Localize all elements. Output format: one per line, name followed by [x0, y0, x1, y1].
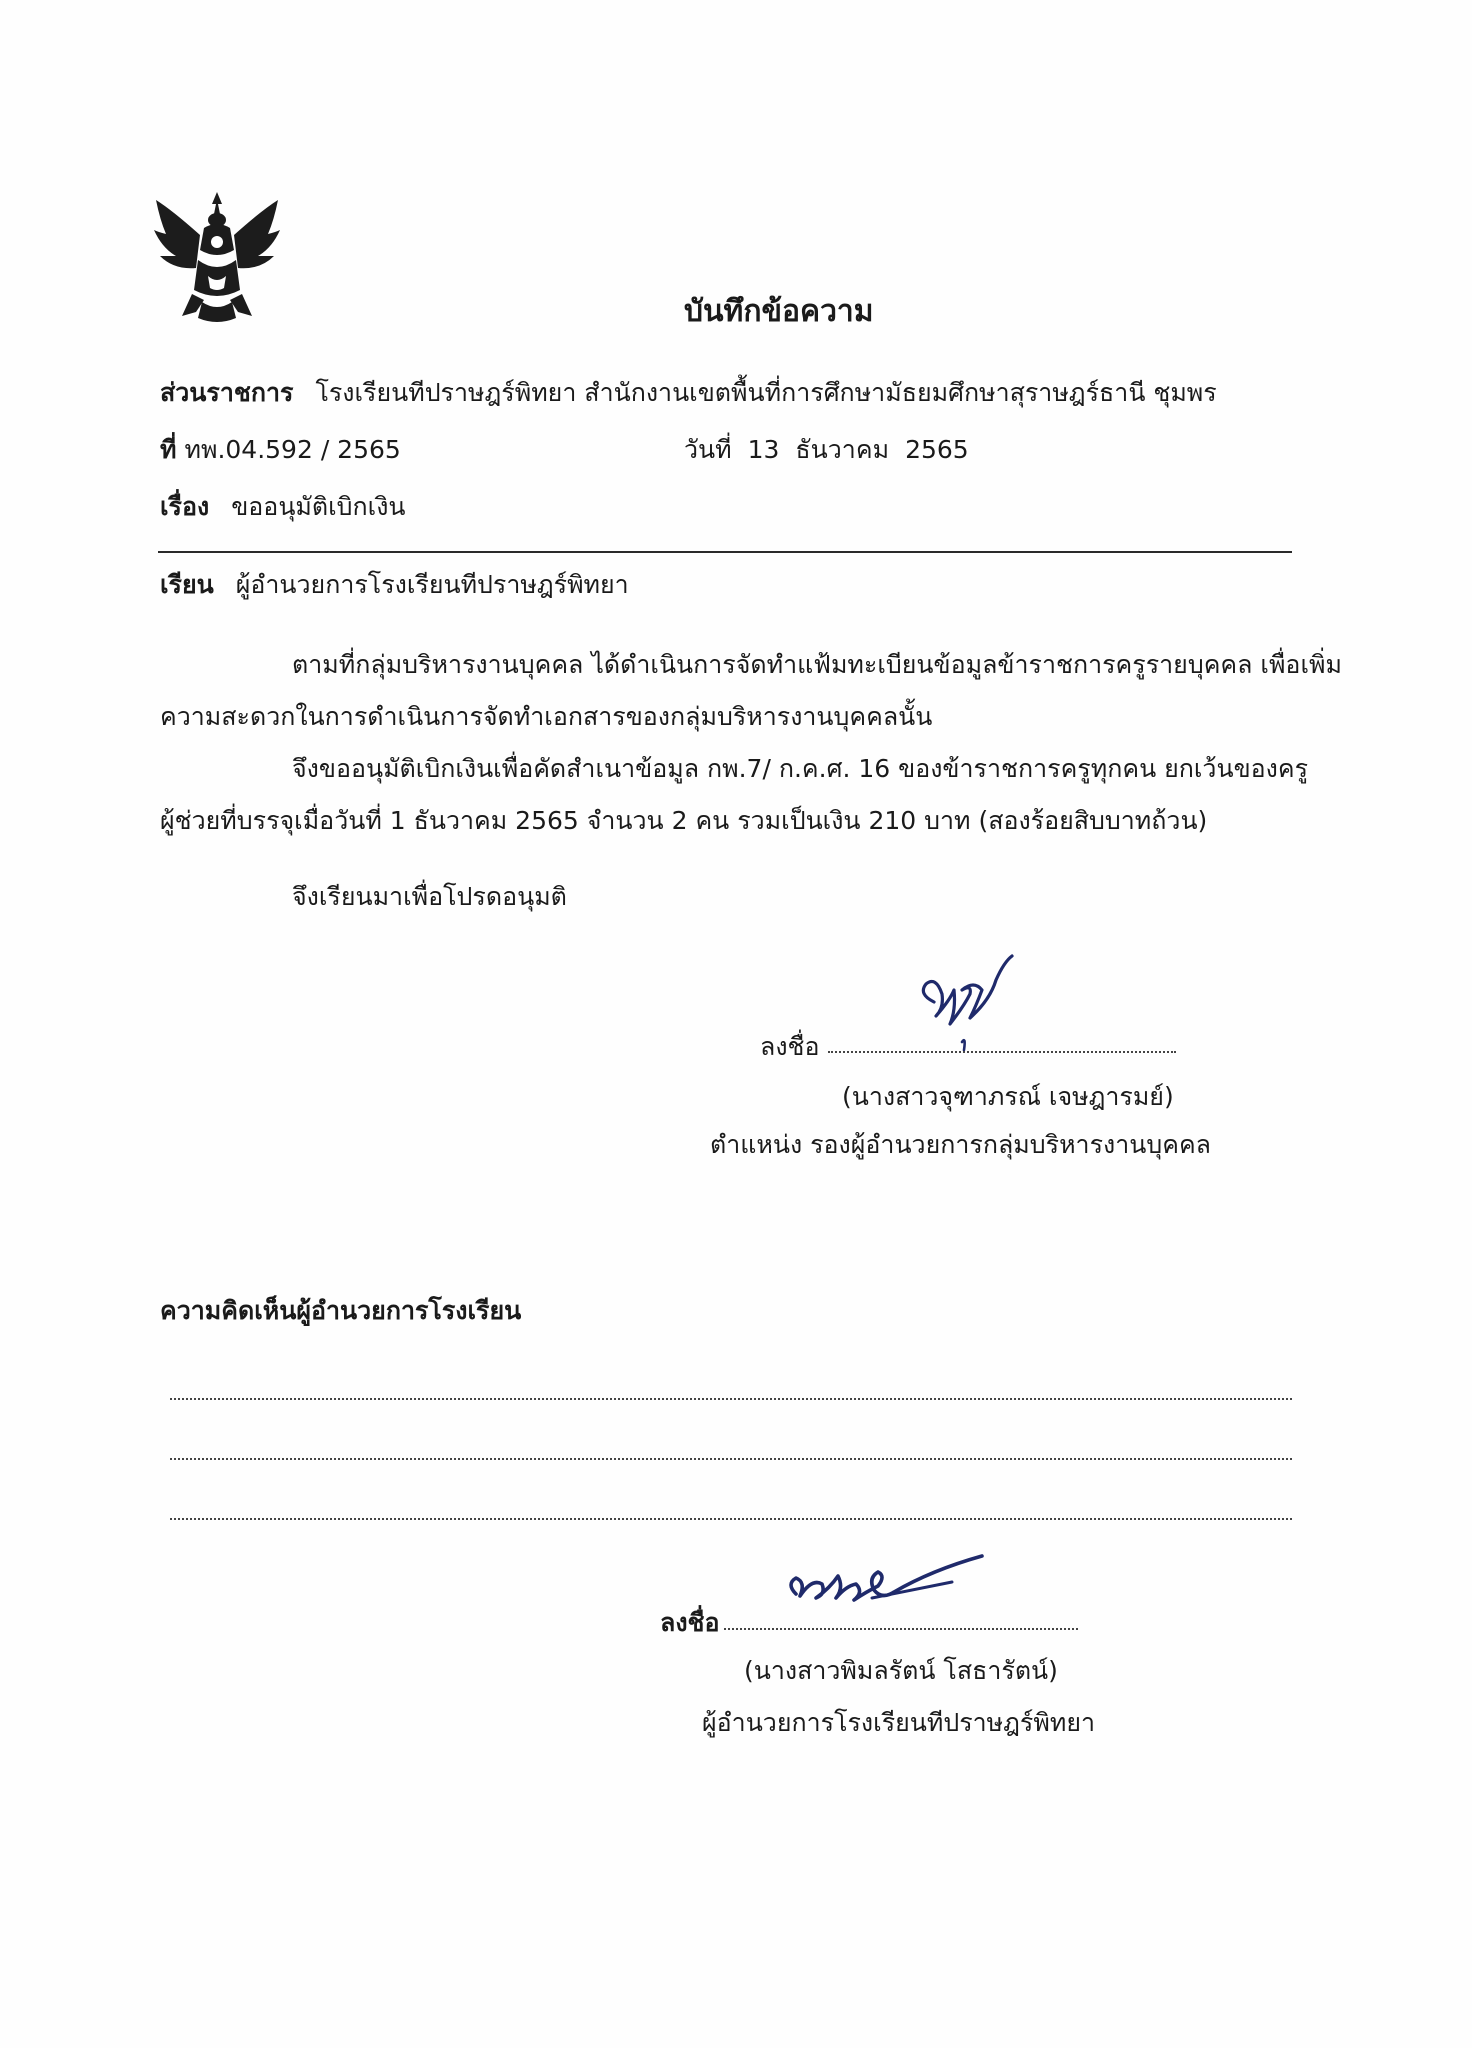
opinion-line-1: [170, 1398, 1292, 1400]
ref-label: ที่: [160, 435, 177, 464]
header-divider: [158, 551, 1292, 553]
signer2-name: (นางสาวพิมลรัตน์ โสธารัตน์): [744, 1656, 1058, 1685]
signer2-position: ผู้อำนวยการโรงเรียนทีปราษฎร์พิทยา: [702, 1708, 1096, 1737]
ref-line: [160, 433, 401, 467]
date-day: 13: [747, 435, 780, 464]
date-month: ธันวาคม: [795, 435, 890, 464]
subject-line: [160, 490, 406, 524]
agency-label: ส่วนราชการ: [160, 378, 294, 407]
opinion-heading: ความคิดเห็นผู้อำนวยการโรงเรียน: [160, 1296, 522, 1325]
opinion-line-3: [170, 1518, 1292, 1520]
subject-label: เรื่อง: [160, 492, 210, 521]
body-p1-line2: ความสะดวกในการดำเนินการจัดทำเอกสารของกลุ่มบริหารงานบุคคลนั้น: [160, 702, 933, 731]
ref-value: ทพ.04.592 / 2565: [184, 435, 401, 464]
agency-value: โรงเรียนทีปราษฎร์พิทยา สำนักงานเขตพื้นที่การศึกษามัธยมศึกษาสุราษฎร์ธานี ชุมพร: [315, 378, 1217, 407]
signer2-dotted-line: [724, 1628, 1078, 1630]
body-closing: จึงเรียนมาเพื่อโปรดอนุมติ: [292, 882, 567, 911]
signer1-name: (นางสาวจุฑาภรณ์ เจษฎารมย์): [842, 1082, 1174, 1111]
date-label: วันที่: [684, 435, 732, 464]
memo-title: บันทึกข้อความ: [684, 294, 874, 329]
agency-line: [160, 376, 1217, 410]
signature-1: [912, 950, 1032, 1060]
signer1-position: ตำแหน่ง รองผู้อำนวยการกลุ่มบริหารงานบุคคล: [710, 1130, 1211, 1159]
body-p2-line1: จึงขออนุมัติเบิกเงินเพื่อคัดสำเนาข้อมูล กพ.7/ ก.ค.ศ. 16 ของข้าราชการครูทุกคน ยกเว้นของครู: [292, 754, 1309, 783]
signature-2: [782, 1548, 1022, 1618]
body-p2-line2: ผู้ช่วยที่บรรจุเมื่อวันที่ 1 ธันวาคม 2565 จำนวน 2 คน รวมเป็นเงิน 210 บาท (สองร้อยสิบบาทถ้วน): [160, 806, 1208, 835]
subject-value: ขออนุมัติเบิกเงิน: [231, 492, 406, 521]
addressee-label: เรียน: [160, 570, 214, 599]
addressee-value: ผู้อำนวยการโรงเรียนทีปราษฎร์พิทยา: [235, 570, 629, 599]
addressee-line: [160, 568, 629, 602]
garuda-emblem-icon: [152, 190, 282, 325]
body-p1-line1: ตามที่กลุ่มบริหารงานบุคคล ได้ดำเนินการจัดทำแฟ้มทะเบียนข้อมูลข้าราชการครูรายบุคคล เพื่อเพิ่ม: [292, 650, 1342, 679]
opinion-line-2: [170, 1458, 1292, 1460]
signer2-sign-label: ลงชื่อ: [660, 1608, 720, 1637]
signer1-sign-label: ลงชื่อ: [760, 1032, 820, 1061]
date-line: [684, 433, 969, 467]
date-year: 2565: [905, 435, 969, 464]
signer1-dotted-line: [828, 1051, 1176, 1053]
